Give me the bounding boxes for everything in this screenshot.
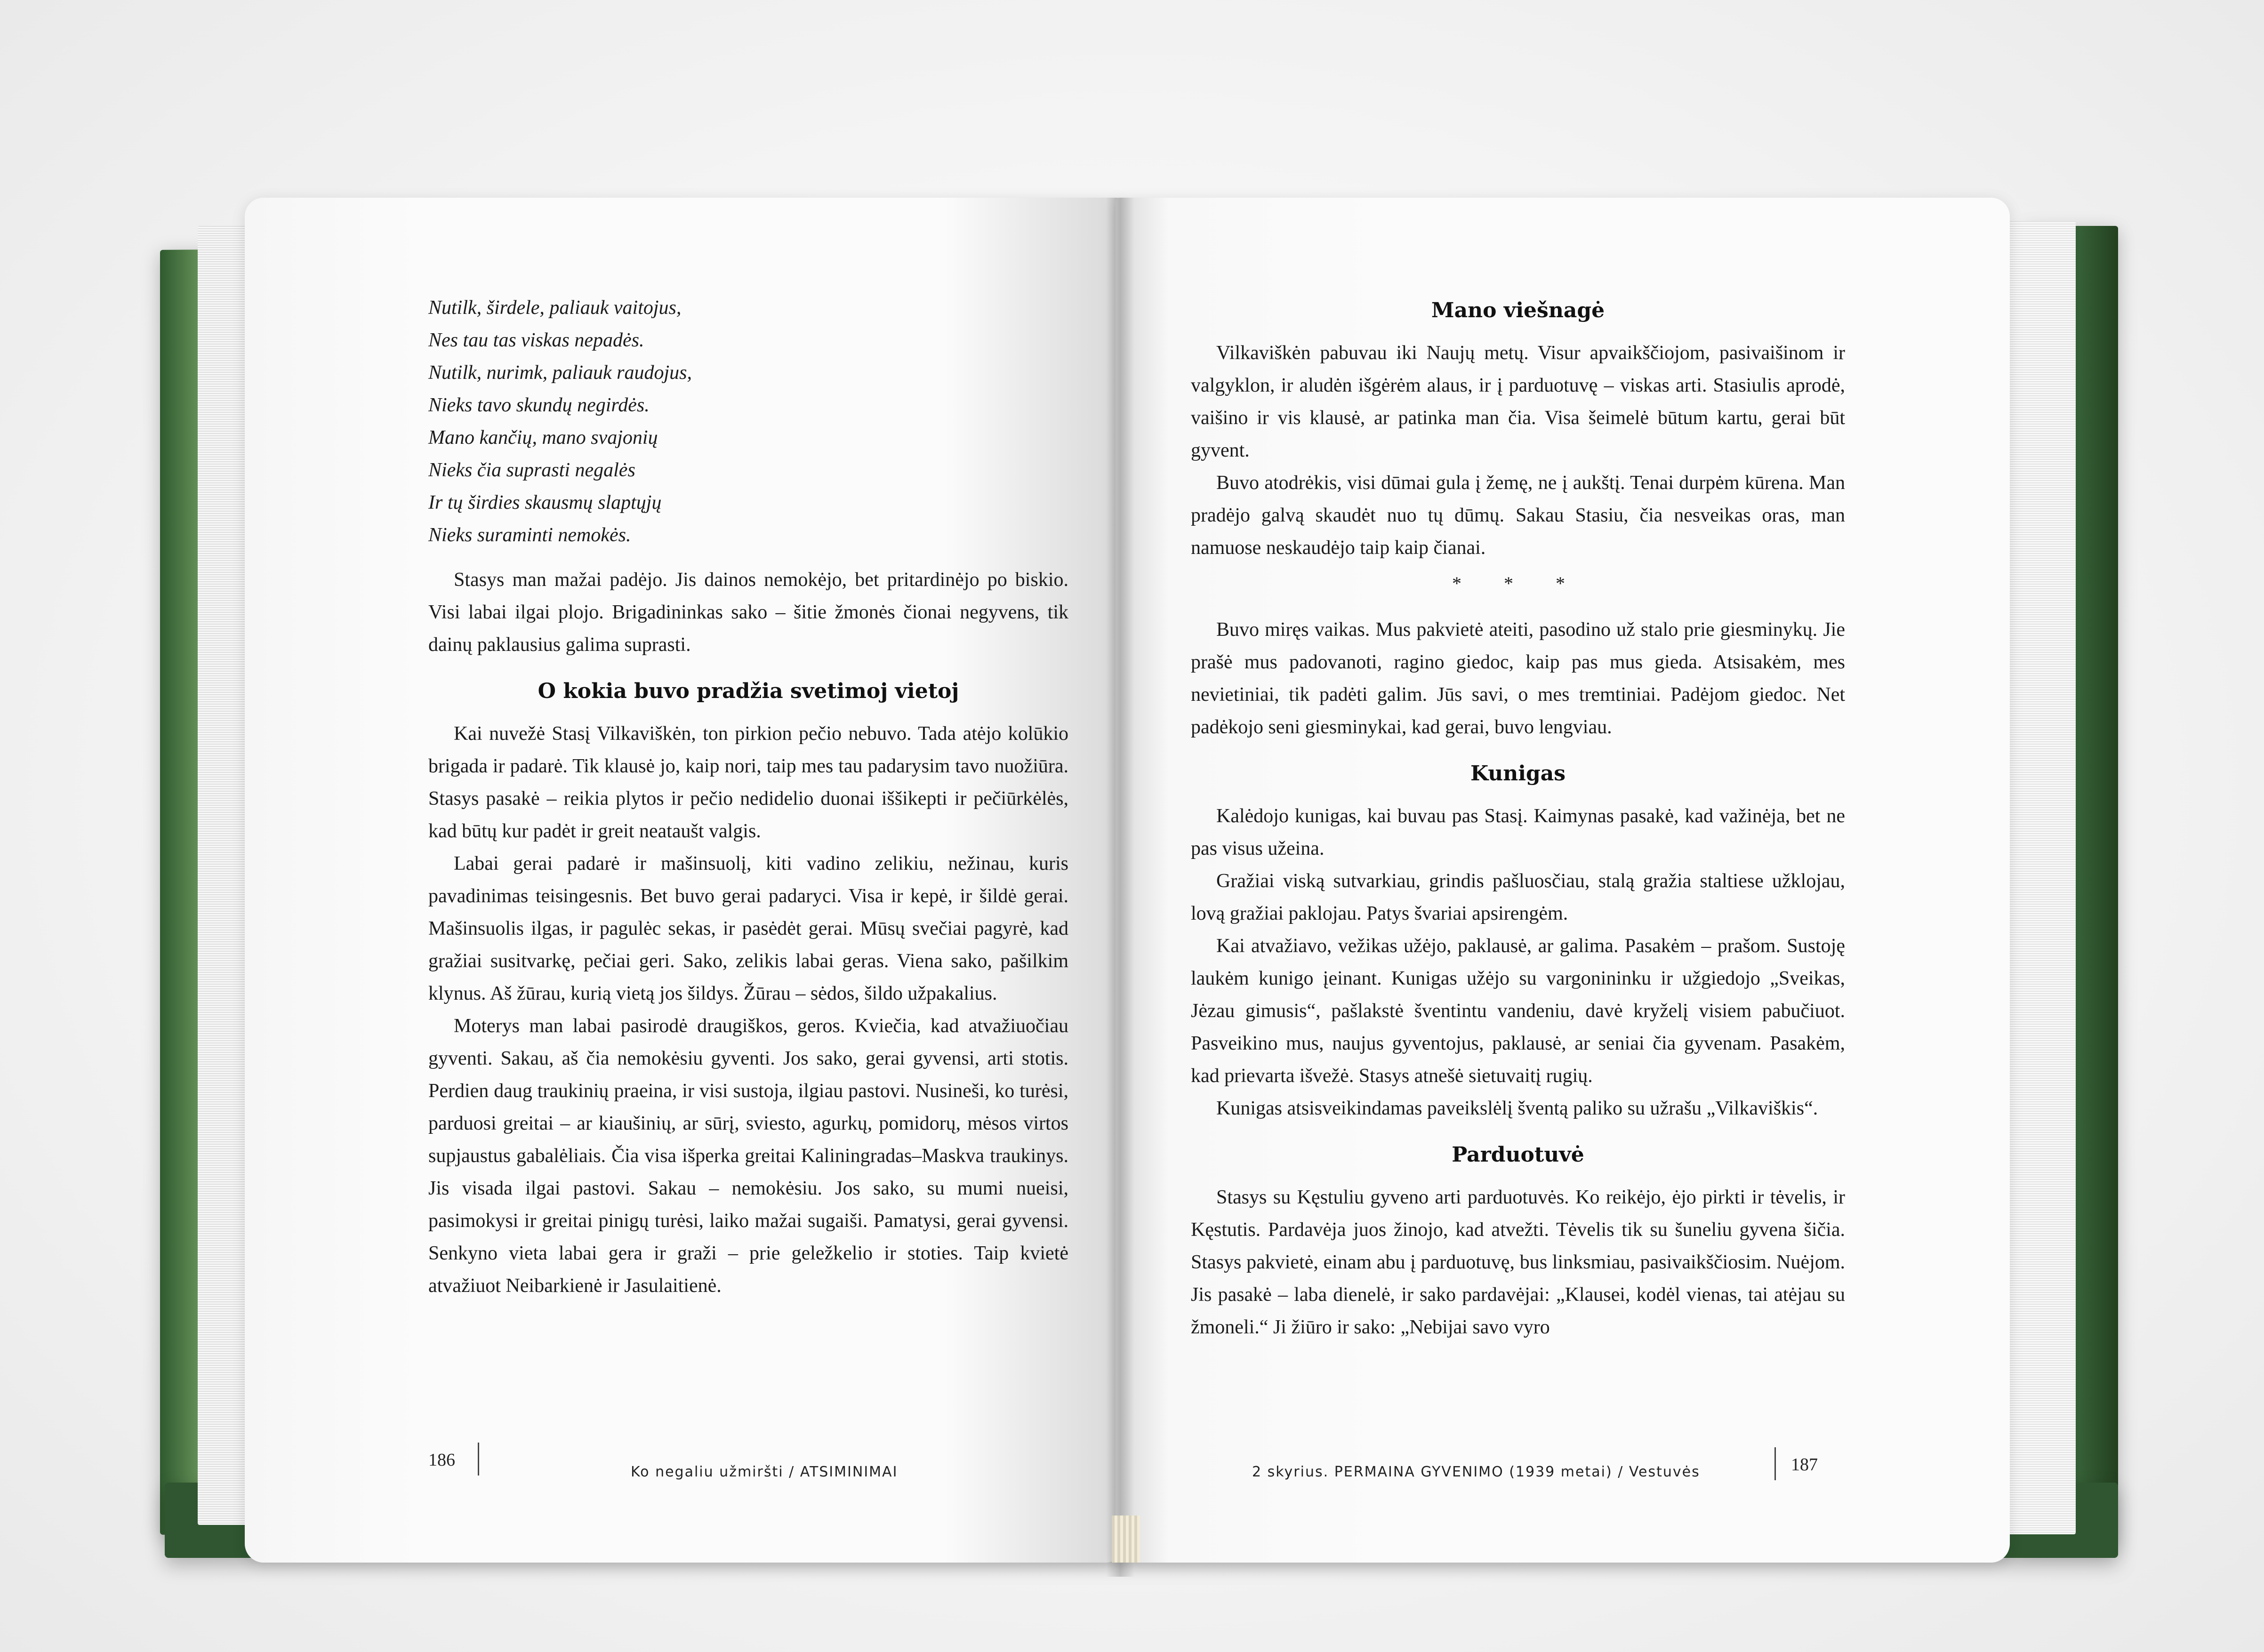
paragraph: Buvo miręs vaikas. Mus pakvietė ateiti, pasodino už stalo prie giesminykų. Jie prašė mus padovanoti, ragino giedoc, kaip pas mus gieda. Atsisakėm, mes nevietiniai, tik padėti galim. Jūs savi, o mes tremtiniai. Padėjom giedoc. Net padėkojo seni giesminykai, kad gerai, buvo lengviau. [1191, 619, 1845, 738]
paragraph: Labai gerai padarė ir mašinsuolį, kiti vadino zelikiu, nežinau, kuris pavadinimas teisingesnis. Bet buvo gerai padaryci. Visa ir kepė, ir šildė gerai. Mašinsuolis ilgas, ir pagulėc sekas, ir pasėdėt gerai. Mūsų svečiai pagyrė, kad gražiai susitvarkę, pečiai geri. Sako, zelikis labai geras. Viena sako, pašilkim klynus. Aš žūrau, kurią vietą jos šildys. Žūrau – sėdos, šildo užpakalius. [428, 853, 1068, 1004]
running-footer: 2 skyrius. PERMAINA GYVENIMO (1939 metai) / Vestuvės [1252, 1464, 1700, 1480]
section-heading: O kokia buvo pradžia svetimoj vietoj [538, 679, 959, 703]
section-heading: Mano viešnagė [1431, 298, 1605, 322]
page-number: 186 [428, 1450, 455, 1470]
footer-rule [478, 1443, 479, 1476]
right-page-text [1191, 297, 1845, 1344]
page-number: 187 [1791, 1455, 1818, 1475]
paragraph: Gražiai viską sutvarkiau, grindis pašluosčiau, stalą gražia staltiese užklojau, lovą gražiai paklojau. Patys švariai apsirengėm. [1191, 870, 1845, 924]
paragraph: Vilkaviškėn pabuvau iki Naujų metų. Visur apvaikščiojom, pasivaišinom ir valgyklon, ir aludėn išgėrėm alaus, ir į parduotuvę – viskas arti. Stasiulis aprodė, vaišino ir vis klausė, ar patinka man čia. Visa šeimelė būtum kartu, gerai būt gyvent. [1191, 342, 1845, 461]
poem-line: Nieks čia suprasti negalės [428, 459, 635, 481]
poem-line: Nieks suraminti nemokės. [428, 524, 631, 546]
paragraph: Stasys su Kęstuliu gyveno arti parduotuvės. Ko reikėjo, ėjo pirkti ir tėvelis, ir Kęstutis. Pardavėja juos žinojo, kad atvežti. Tėvelis tik su šuneliu gyvena šičia. Stasys pakvietė, einam abu į parduotuvę, bus linksmiau, pasivaikščiosim. Nuėjom. Jis pasakė – laba dienelė, ir sako pardavėjai: „Klausei, kodėl vienas, tai atėjau su žmoneli.“ Ji žiūro ir sako: „Nebijai savo vyro [1191, 1187, 1845, 1338]
poem-line: Mano kančių, mano svajonių [428, 427, 658, 449]
right-page [1116, 198, 2010, 1563]
binding-stitch [1112, 1516, 1140, 1563]
poem-line: Nieks tavo skundų negirdės. [428, 394, 650, 416]
paragraph: Kalėdojo kunigas, kai buvau pas Stasį. Kaimynas pasakė, kad važinėja, bet ne pas visus užeina. [1191, 805, 1845, 859]
poem-line: Nutilk, nurimk, paliauk raudojus, [428, 362, 692, 384]
footer-rule [1774, 1447, 1776, 1480]
section-heading: Parduotuvė [1452, 1143, 1584, 1167]
paragraph: Kunigas atsisveikindamas paveikslėlį šventą paliko su užrašu „Vilkaviškis“. [1216, 1098, 1818, 1119]
paragraph: Stasys man mažai padėjo. Jis dainos nemokėjo, bet pritardinėjo po biskio. Visi labai ilgai plojo. Brigadininkas sako – šitie žmonės čionai negyvens, tik dainų paklausius galima suprasti. [428, 569, 1068, 656]
left-page [245, 198, 1120, 1563]
paragraph: Moterys man labai pasirodė draugiškos, geros. Kviečia, kad atvažiuočiau gyventi. Sakau, aš čia nemokėsiu gyventi. Jos sako, gerai gyvensi, arti stotis. Perdien daug traukinių praeina, ir visi sustoja, ilgiau pastovi. Nusineši, ko turėsi, parduosi greitai – ar kiaušinių, ar sūrį, sviesto, agurkų, pomidorų, mėsos virtos supjaustus gabalėliais. Čia visa išperka greitai Kaliningradas–Maskva traukinys. Jis visada ilgai pastovi. Sakau – nemokėsiu. Jos sako, su mumi nueisi, pasimokysi ir greitai pinigų turėsi, laiko mažai sugaiši. Pamatysi, gerai gyvensi. Senkyno vieta labai gera ir graži – prie geležkelio ir stoties. Taip kvietė atvažiuot Neibarkienė ir Jasulaitienė. [428, 1015, 1068, 1297]
section-break: * * * [1452, 573, 1584, 594]
poem [428, 292, 1068, 552]
section-heading: Kunigas [1470, 762, 1566, 786]
paragraph: Buvo atodrėkis, visi dūmai gula į žemę, ne į aukštį. Tenai durpėm kūrena. Man pradėjo galvą skaudėt nuo tų dūmų. Sakau Stasiu, čia nesveikas oras, man namuose neskaudėjo taip kaip čianai. [1191, 472, 1845, 559]
paragraph: Kai nuvežė Stasį Vilkaviškėn, ton pirkion pečio nebuvo. Tada atėjo kolūkio brigada ir padarė. Tik klausė jo, kaip nori, taip mes tau padarysim tavo nuožiūra. Stasys pasakė – reikia plytos ir pečio nedidelio duonai iššikepti ir pečiūrkėlės, kad būtų kur padėt ir greit neataušt valgis. [428, 723, 1068, 842]
book-gutter-shadow [1106, 198, 1134, 1577]
paragraph: Kai atvažiavo, vežikas užėjo, paklausė, ar galima. Pasakėm – prašom. Sustoję laukėm kunigo įeinant. Kunigas užėjo su vargonininku ir užgiedojo „Sveikas, Jėzau gimusis“, pašlakstė šventintu vandeniu, davė kryželį visiem pabučiuot. Pasveikino mus, naujus gyventojus, paklausė, ar seniai čia gyvenam. Pasakėm, kad prievarta išvežė. Stasys atnešė sietuvaitį rugių. [1191, 935, 1845, 1087]
poem-line: Ir tų širdies skausmų slaptųjų [428, 492, 662, 513]
poem-line: Nutilk, širdele, paliauk vaitojus, [428, 297, 682, 319]
poem-line: Nes tau tas viskas nepadės. [428, 329, 644, 351]
running-footer: Ko negaliu užmiršti / ATSIMINIMAI [631, 1464, 898, 1480]
left-page-text [428, 292, 1068, 1302]
